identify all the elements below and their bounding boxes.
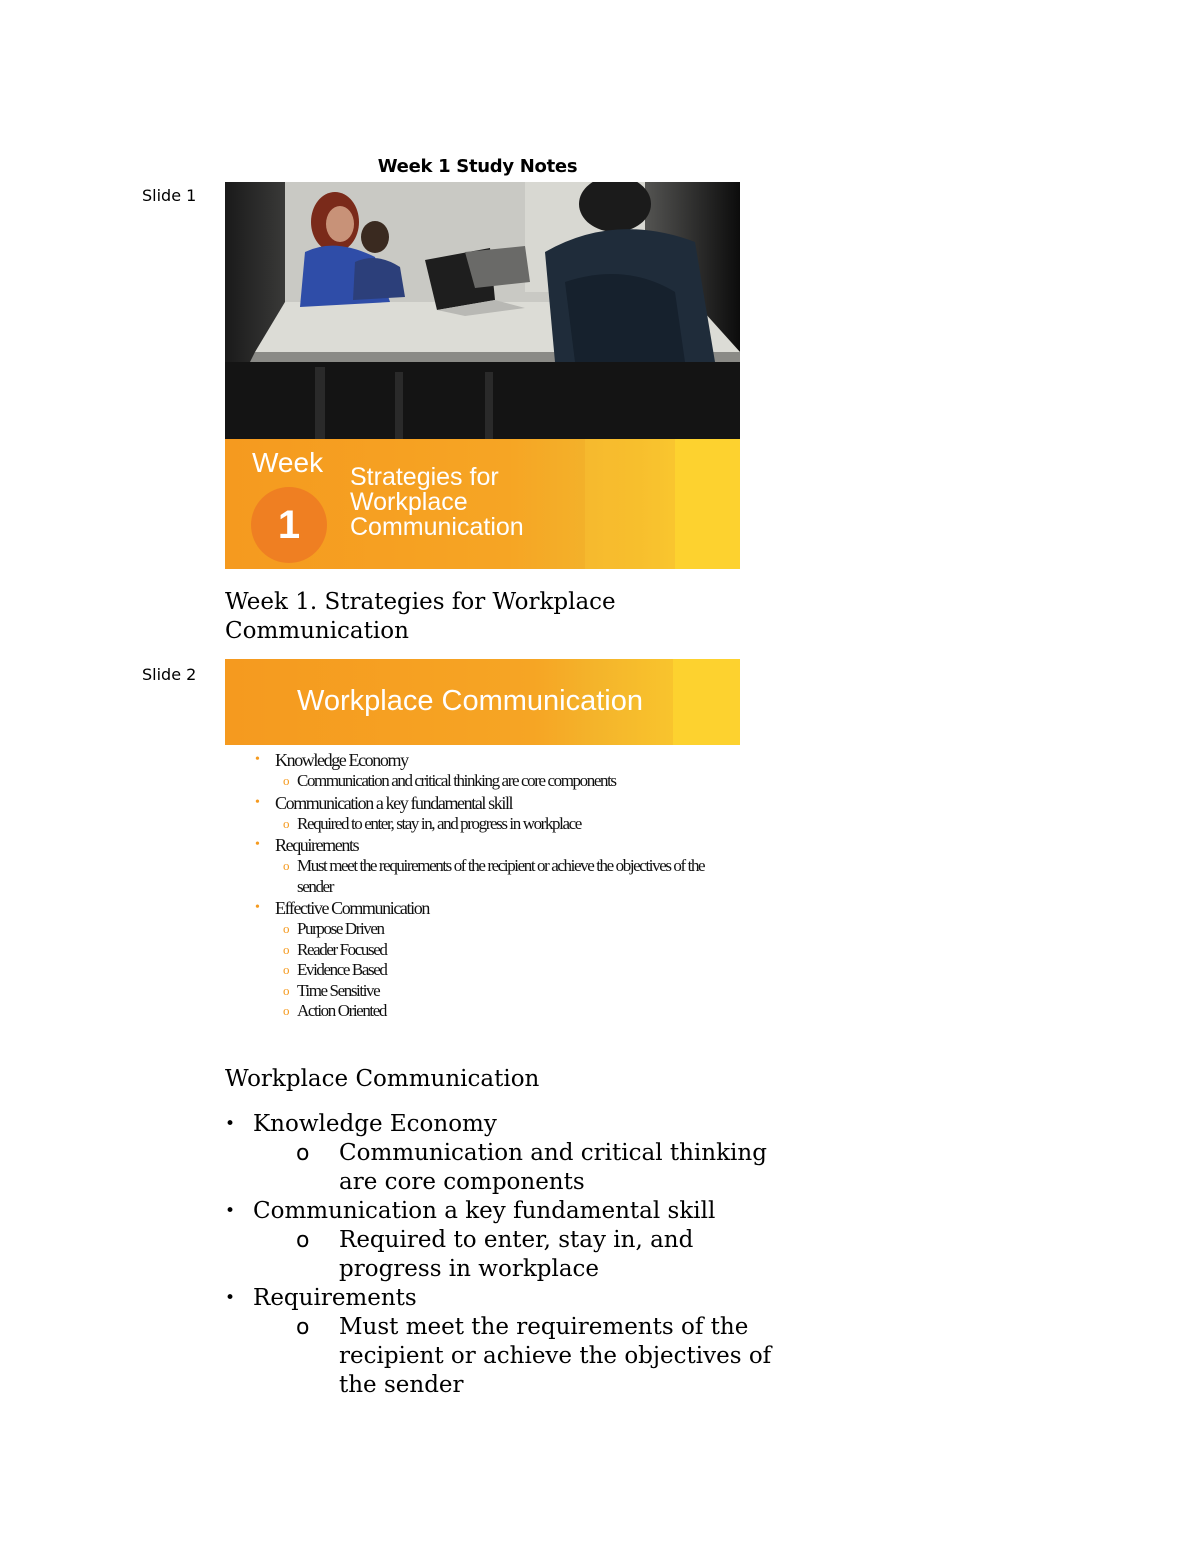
sub-bullet-marker: o bbox=[283, 1003, 290, 1018]
slide-2-bullet: • Requirements bbox=[225, 834, 740, 856]
bullet-marker: • bbox=[225, 1288, 236, 1308]
notes-bullet-text: Knowledge Economy bbox=[253, 1111, 497, 1137]
slide-1-banner bbox=[225, 439, 740, 569]
notes-sub-bullet bbox=[225, 1226, 785, 1284]
week-number-circle: 1 bbox=[251, 487, 327, 563]
sub-bullet-marker: o bbox=[296, 1141, 310, 1166]
slide-2-sub-bullet bbox=[225, 981, 740, 1002]
sub-bullet-text: Action Oriented bbox=[297, 1001, 386, 1020]
meeting-photo bbox=[225, 182, 740, 439]
sub-bullet-text: Required to enter, stay in, and progress in workplace bbox=[297, 813, 581, 833]
notes-sub-bullet bbox=[225, 1139, 785, 1197]
slide-2-sub-bullet bbox=[225, 960, 740, 981]
slide-2-banner bbox=[225, 659, 740, 745]
sub-bullet-marker: o bbox=[296, 1228, 310, 1253]
slide-1-banner-title: Strategies for Workplace Communication bbox=[350, 463, 524, 541]
notes-sub-bullet-text: Required to enter, stay in, and progress in workplace bbox=[339, 1227, 694, 1282]
notes-sub-bullet bbox=[225, 1313, 785, 1400]
sub-bullet-marker: o bbox=[283, 941, 290, 957]
banner-stripe bbox=[675, 439, 740, 569]
sub-bullet-text: Communication and critical thinking are core components bbox=[297, 771, 616, 790]
bullet-marker: • bbox=[225, 1201, 236, 1221]
notes-bullet-text: Requirements bbox=[253, 1285, 417, 1311]
slide-2-label: Slide 2 bbox=[142, 665, 197, 684]
sub-bullet-marker: o bbox=[283, 773, 290, 788]
notes-bullet bbox=[225, 1284, 785, 1313]
sub-bullet-marker: o bbox=[283, 962, 290, 977]
slide-2-bullet: • Communication a key fundamental skill bbox=[225, 792, 740, 814]
banner-stripe bbox=[585, 439, 675, 569]
week-word: Week bbox=[252, 447, 324, 478]
notes-bullet-text: Communication a key fundamental skill bbox=[253, 1198, 716, 1224]
slide-2-bullet: • Knowledge Economy bbox=[225, 749, 740, 771]
slide-2-sub-bullet bbox=[225, 814, 740, 835]
sub-bullet-marker: o bbox=[283, 858, 290, 873]
sub-bullet-marker: o bbox=[283, 982, 290, 998]
slide-1-label: Slide 1 bbox=[142, 186, 197, 205]
banner-stripe bbox=[673, 659, 740, 745]
bullet-marker: • bbox=[225, 1114, 236, 1134]
sub-bullet-text: Time Sensitive bbox=[297, 980, 380, 1000]
notes-bullet bbox=[225, 1197, 785, 1226]
notes-sub-bullet-text: Communication and critical thinking are core components bbox=[339, 1140, 767, 1195]
slide-2-sub-bullet bbox=[225, 856, 740, 897]
slide-2-banner-title: Workplace Communication bbox=[297, 685, 643, 717]
notes-heading: Workplace Communication bbox=[225, 1066, 540, 1092]
slide-2-bullet: • Effective Communication bbox=[225, 897, 740, 919]
notes-section bbox=[225, 1065, 785, 1400]
notes-bullet bbox=[225, 1110, 785, 1139]
sub-bullet-text: Evidence Based bbox=[297, 960, 387, 979]
slide-1-caption: Week 1. Strategies for Workplace Communication bbox=[225, 589, 616, 644]
document-title: Week 1 Study Notes bbox=[377, 156, 578, 177]
slide-2-bullet-list bbox=[225, 749, 740, 1022]
slide-1-thumbnail bbox=[225, 182, 740, 569]
sub-bullet-marker: o bbox=[296, 1315, 310, 1340]
sub-bullet-text: Reader Focused bbox=[297, 939, 387, 959]
sub-bullet-text: Purpose Driven bbox=[297, 919, 384, 938]
sub-bullet-marker: o bbox=[283, 815, 290, 831]
slide-2-sub-bullet bbox=[225, 1001, 740, 1022]
notes-bullet-list bbox=[225, 1110, 785, 1400]
sub-bullet-text: Must meet the requirements of the recipient or achieve the objectives of the sender bbox=[297, 856, 705, 896]
notes-sub-bullet-text: Must meet the requirements of the recipient or achieve the objectives of the sender bbox=[339, 1314, 772, 1398]
slide-2-sub-bullet bbox=[225, 771, 740, 792]
slide-2-sub-bullet bbox=[225, 940, 740, 961]
slide-2-sub-bullet bbox=[225, 919, 740, 940]
sub-bullet-marker: o bbox=[283, 921, 290, 936]
